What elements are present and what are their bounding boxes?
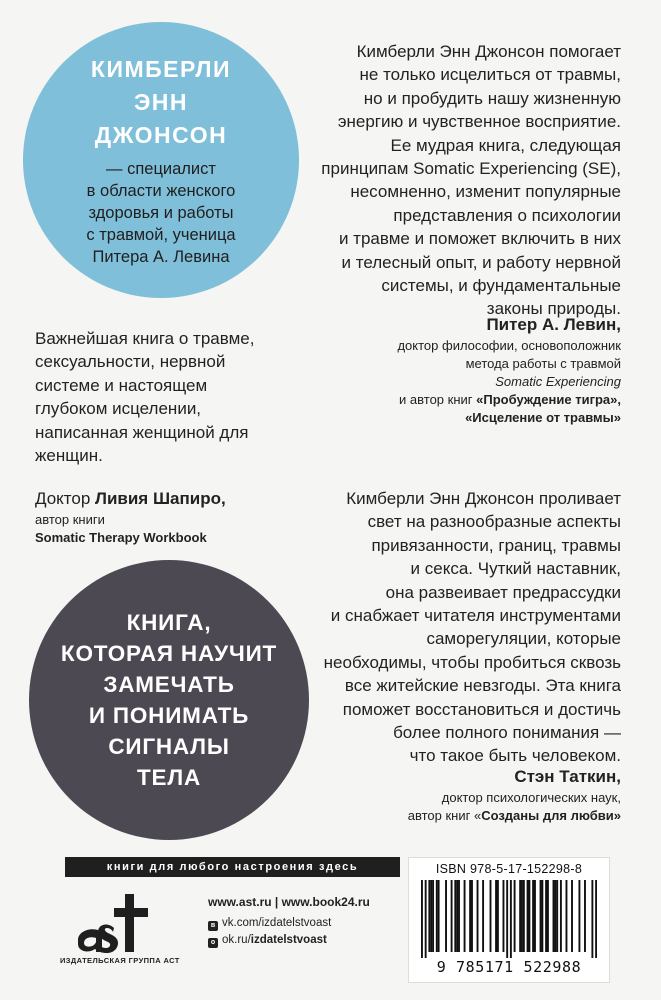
barcode-bar (477, 880, 479, 952)
author-bio: — специалист в области женского здоровья и работы с травмой, ученица Питера А. Левина (86, 159, 236, 266)
ast-logo-icon (70, 888, 170, 958)
headline-text: КНИГА, КОТОРАЯ НАУЧИТ ЗАМЕЧАТЬ И ПОНИМАТЬ СИГНАЛЫ ТЕЛА (60, 610, 278, 790)
barcode-bar (514, 880, 516, 952)
barcode-bar (482, 880, 484, 952)
author-name: КИМБЕРЛИ ЭНН ДЖОНСОН (90, 55, 232, 148)
barcode-bar (534, 880, 536, 952)
barcode-bar (541, 880, 543, 952)
author-circle (23, 22, 299, 298)
attribution-name: Питер А. Левин, (486, 315, 621, 334)
barcode-bar (454, 880, 456, 952)
vk-link[interactable]: в vk.com/izdatelstvoast (208, 917, 331, 931)
tagline-bar: книги для любого настроения здесь (65, 857, 400, 877)
barcode-bar (519, 880, 521, 952)
barcode-bar (469, 880, 471, 952)
barcode-bar (495, 880, 497, 952)
barcode-bar (584, 880, 586, 952)
attribution-name: Стэн Таткин, (514, 767, 621, 786)
barcode-bar (432, 880, 434, 952)
barcode-bar (430, 880, 432, 952)
barcode-bar (553, 880, 555, 952)
attribution-shapiro: Доктор Ливия Шапиро, автор книги Somatic Therapy Workbook (35, 489, 226, 545)
publisher-sites-link[interactable]: www.ast.ru | www.book24.ru (208, 895, 370, 909)
ok-icon: o (208, 938, 218, 948)
isbn-text: ISBN 978-5-17-152298-8 (435, 862, 583, 876)
barcode-bar (510, 880, 512, 958)
barcode-bar (560, 880, 562, 952)
ok-link[interactable]: o ok.ru/izdatelstvoast (208, 934, 327, 948)
attribution-name: Ливия Шапиро, (95, 489, 226, 508)
barcode-digits: 9 785171 522988 (436, 958, 582, 976)
barcode-bar (527, 880, 529, 952)
quote-levine: Кимберли Энн Джонсон помогает не только исцелиться от травмы, но и пробудить нашу жизненную энергию и чувственное восприятие. Ее мудрая книга, следующая принципам Somatic Experiencing (SE), несомненно, изменит популярные представления о психологии и травме и поможет включить в них и телесный опыт, и работу нервной системы, и фундаментальные законы природы. (321, 42, 621, 319)
barcode-bar (436, 880, 438, 952)
barcode-bar (566, 880, 568, 952)
headline-circle (29, 560, 309, 840)
barcode-bar (438, 880, 440, 952)
barcode-bar (554, 880, 556, 952)
barcode-bar (458, 880, 460, 952)
barcode-bar (464, 880, 466, 952)
barcode-bar (490, 880, 492, 952)
attribution-levine: Питер А. Левин, доктор философии, основоположник метода работы с травмой Somatic Experiencing и автор книг «Пробуждение тигра», «Исцеление от травмы» (301, 313, 621, 427)
barcode-box (408, 857, 610, 983)
barcode-bar (428, 880, 430, 952)
barcode-bar (503, 880, 505, 952)
barcode-bar (545, 880, 547, 952)
quote-shapiro: Важнейшая книга о травме, сексуальности, нервной системе и настоящем глубоком исцелении, написанная женщиной для женщин. (35, 329, 255, 466)
barcode-bar (425, 880, 427, 958)
quote-tatkin: Кимберли Энн Джонсон проливает свет на разнообразные аспекты привязанности, границ, травмы и секса. Чуткий наставник, она развеивает предрассудки и снабжает читателя инструментами саморегуляции, которые необходимы, чтобы пробиться сквозь все житейские невзгоды. Эта книга поможет восстановиться и достичь более полного понимания — что такое быть человеком. (323, 489, 621, 766)
barcode-bar (445, 880, 447, 952)
barcode-bar (528, 880, 530, 952)
barcode-bar (421, 880, 423, 958)
barcode-bar (506, 880, 508, 958)
publisher-name: ИЗДАТЕЛЬСКАЯ ГРУППА АСТ (60, 956, 180, 965)
barcode-bar (532, 880, 534, 952)
barcode-bar (471, 880, 473, 952)
barcode-bar (523, 880, 525, 952)
barcode-bar (595, 880, 597, 958)
vk-icon: в (208, 921, 218, 931)
barcode-bar (556, 880, 558, 952)
barcode-bar (571, 880, 573, 952)
barcode-bar (540, 880, 542, 952)
barcode-bar (547, 880, 549, 952)
barcode-bar (451, 880, 453, 952)
attribution-tatkin: Стэн Таткин, доктор психологических наук, автор книг «Созданы для любви» (301, 765, 621, 825)
barcode-bar (521, 880, 523, 952)
barcode-bar (591, 880, 593, 958)
barcode-bar (456, 880, 458, 952)
barcode-icon (421, 880, 597, 958)
barcode-bar (497, 880, 499, 952)
barcode-bar (578, 880, 580, 952)
